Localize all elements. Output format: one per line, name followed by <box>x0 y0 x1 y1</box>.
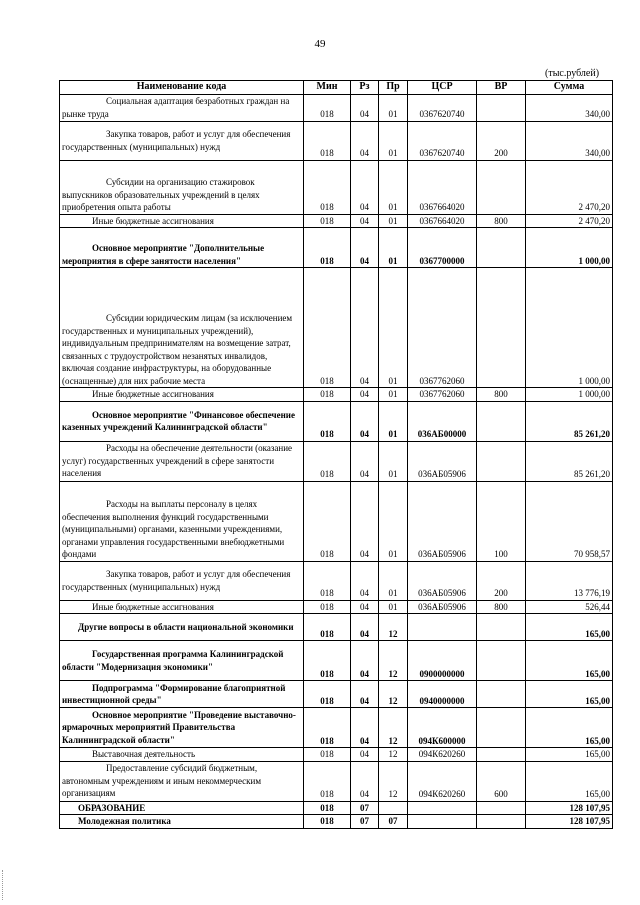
table-row <box>60 815 613 829</box>
row-vr: 200 <box>477 121 526 160</box>
row-vr <box>477 401 526 441</box>
row-name: Подпрограмма "Формирование благоприятной инвестиционной среды" <box>60 681 304 708</box>
row-name: Расходы на выплаты персоналу в целях обеспечения выполнения функций государственными (муниципальными) органами, казенными учреждениями, органами управления государственными внебюджетными фондами <box>60 481 304 561</box>
row-name: Предоставление субсидий бюджетным, автономным учреждениям и иным некоммерческим организациям <box>60 761 304 801</box>
table-row <box>60 641 613 681</box>
row-sum: 165,00 <box>526 614 613 641</box>
row-vr: 600 <box>477 761 526 801</box>
row-pr: 12 <box>379 614 408 641</box>
row-rz: 04 <box>351 121 379 160</box>
row-name: Выставочная деятельность <box>60 748 304 762</box>
row-pr: 01 <box>379 401 408 441</box>
row-vr <box>477 160 526 214</box>
row-pr: 01 <box>379 561 408 600</box>
table-row <box>60 268 613 388</box>
row-sum: 165,00 <box>526 708 613 748</box>
header-min: Мин <box>304 81 351 95</box>
row-vr <box>477 708 526 748</box>
table-row <box>60 214 613 228</box>
row-vr: 800 <box>477 388 526 402</box>
row-rz: 04 <box>351 401 379 441</box>
row-csr: 0900000000 <box>408 641 477 681</box>
row-pr <box>379 801 408 815</box>
row-csr: 036АБ00000 <box>408 401 477 441</box>
row-csr: 094К600000 <box>408 708 477 748</box>
table-row <box>60 121 613 160</box>
row-name: Основное мероприятие "Финансовое обеспечение казенных учреждений Калининградской области" <box>60 401 304 441</box>
row-sum: 128 107,95 <box>526 815 613 829</box>
row-rz: 04 <box>351 561 379 600</box>
row-vr <box>477 228 526 268</box>
row-min: 018 <box>304 214 351 228</box>
row-min: 018 <box>304 441 351 481</box>
row-vr <box>477 614 526 641</box>
row-csr: 094К620260 <box>408 761 477 801</box>
row-pr: 12 <box>379 708 408 748</box>
row-name: Другие вопросы в области национальной экономики <box>60 614 304 641</box>
header-rz: Рз <box>351 81 379 95</box>
row-sum: 526,44 <box>526 600 613 614</box>
row-pr: 07 <box>379 815 408 829</box>
row-sum: 165,00 <box>526 681 613 708</box>
table-row <box>60 388 613 402</box>
header-csr: ЦСР <box>408 81 477 95</box>
row-csr <box>408 815 477 829</box>
header-name: Наименование кода <box>60 81 304 95</box>
row-min: 018 <box>304 801 351 815</box>
row-rz: 04 <box>351 214 379 228</box>
row-name: Иные бюджетные ассигнования <box>60 388 304 402</box>
row-rz: 04 <box>351 268 379 388</box>
row-csr: 0367762060 <box>408 388 477 402</box>
row-sum: 1 000,00 <box>526 228 613 268</box>
budget-table <box>59 80 613 829</box>
row-name: ОБРАЗОВАНИЕ <box>60 801 304 815</box>
table-row <box>60 228 613 268</box>
row-sum: 340,00 <box>526 121 613 160</box>
row-sum: 2 470,20 <box>526 214 613 228</box>
row-name: Субсидии юридическим лицам (за исключением государственных и муниципальных учреждений), индивидуальным предпринимателям на возмещение затрат, связанных с трудоустройством незанятых инвалидов, включая создание инфраструктуры, на оборудованные (оснащенные) для них рабочие места <box>60 268 304 388</box>
row-name: Социальная адаптация безработных граждан на рынке труда <box>60 94 304 121</box>
row-vr <box>477 681 526 708</box>
row-rz: 04 <box>351 388 379 402</box>
table-row <box>60 401 613 441</box>
row-name: Иные бюджетные ассигнования <box>60 214 304 228</box>
table-row <box>60 94 613 121</box>
row-rz: 04 <box>351 600 379 614</box>
row-csr: 036АБ05906 <box>408 600 477 614</box>
row-sum: 165,00 <box>526 761 613 801</box>
row-min: 018 <box>304 600 351 614</box>
row-min: 018 <box>304 160 351 214</box>
row-pr: 01 <box>379 228 408 268</box>
row-rz: 04 <box>351 748 379 762</box>
row-min: 018 <box>304 228 351 268</box>
row-min: 018 <box>304 94 351 121</box>
row-rz: 04 <box>351 481 379 561</box>
row-vr <box>477 748 526 762</box>
row-rz: 07 <box>351 801 379 815</box>
row-min: 018 <box>304 708 351 748</box>
row-sum: 165,00 <box>526 641 613 681</box>
row-sum: 13 776,19 <box>526 561 613 600</box>
row-vr: 800 <box>477 600 526 614</box>
row-min: 018 <box>304 815 351 829</box>
row-rz: 04 <box>351 614 379 641</box>
row-sum: 2 470,20 <box>526 160 613 214</box>
row-rz: 04 <box>351 708 379 748</box>
row-min: 018 <box>304 401 351 441</box>
row-pr: 12 <box>379 761 408 801</box>
row-name: Расходы на обеспечение деятельности (оказание услуг) государственных учреждений в сфере занятости населения <box>60 441 304 481</box>
row-vr: 100 <box>477 481 526 561</box>
row-csr: 0367620740 <box>408 121 477 160</box>
row-pr: 01 <box>379 481 408 561</box>
table-row <box>60 614 613 641</box>
header-vr: ВР <box>477 81 526 95</box>
row-name: Субсидии на организацию стажировок выпускников образовательных учреждений в целях приобретения опыта работы <box>60 160 304 214</box>
row-min: 018 <box>304 614 351 641</box>
table-row <box>60 681 613 708</box>
table-row <box>60 481 613 561</box>
row-vr <box>477 815 526 829</box>
row-min: 018 <box>304 561 351 600</box>
row-vr <box>477 801 526 815</box>
table-row <box>60 441 613 481</box>
row-name: Молодежная политика <box>60 815 304 829</box>
row-sum: 85 261,20 <box>526 441 613 481</box>
row-name: Закупка товаров, работ и услуг для обеспечения государственных (муниципальных) нужд <box>60 561 304 600</box>
table-row <box>60 748 613 762</box>
row-pr: 12 <box>379 681 408 708</box>
row-name: Основное мероприятие "Проведение выставочно-ярмарочных мероприятий Правительства Калининградской области" <box>60 708 304 748</box>
header-sum: Сумма <box>526 81 613 95</box>
row-csr: 0367664020 <box>408 214 477 228</box>
row-pr: 01 <box>379 600 408 614</box>
row-pr: 01 <box>379 121 408 160</box>
row-sum: 1 000,00 <box>526 268 613 388</box>
table-row <box>60 801 613 815</box>
row-rz: 04 <box>351 228 379 268</box>
table-row <box>60 561 613 600</box>
row-rz: 04 <box>351 160 379 214</box>
row-rz: 04 <box>351 761 379 801</box>
row-min: 018 <box>304 268 351 388</box>
row-sum: 128 107,95 <box>526 801 613 815</box>
row-sum: 70 958,57 <box>526 481 613 561</box>
table-row <box>60 708 613 748</box>
row-min: 018 <box>304 481 351 561</box>
row-csr: 036АБ05906 <box>408 441 477 481</box>
row-pr: 01 <box>379 268 408 388</box>
row-pr: 01 <box>379 94 408 121</box>
row-pr: 01 <box>379 388 408 402</box>
row-pr: 12 <box>379 641 408 681</box>
row-min: 018 <box>304 761 351 801</box>
row-sum: 85 261,20 <box>526 401 613 441</box>
row-csr <box>408 801 477 815</box>
row-sum: 165,00 <box>526 748 613 762</box>
row-name: Закупка товаров, работ и услуг для обеспечения государственных (муниципальных) нужд <box>60 121 304 160</box>
row-pr: 12 <box>379 748 408 762</box>
row-rz: 04 <box>351 681 379 708</box>
scan-edge-marks <box>2 870 5 900</box>
row-pr: 01 <box>379 214 408 228</box>
row-rz: 04 <box>351 94 379 121</box>
table-row <box>60 600 613 614</box>
row-vr: 200 <box>477 561 526 600</box>
row-csr: 0940000000 <box>408 681 477 708</box>
row-vr: 800 <box>477 214 526 228</box>
row-name: Основное мероприятие "Дополнительные мероприятия в сфере занятости населения" <box>60 228 304 268</box>
table-row <box>60 160 613 214</box>
row-rz: 04 <box>351 441 379 481</box>
units-label: (тыс.рублей) <box>545 68 600 79</box>
row-vr <box>477 268 526 388</box>
row-vr <box>477 641 526 681</box>
row-csr: 0367664020 <box>408 160 477 214</box>
row-min: 018 <box>304 388 351 402</box>
row-min: 018 <box>304 121 351 160</box>
row-sum: 1 000,00 <box>526 388 613 402</box>
header-pr: Пр <box>379 81 408 95</box>
row-min: 018 <box>304 641 351 681</box>
row-rz: 04 <box>351 641 379 681</box>
row-csr: 094К620260 <box>408 748 477 762</box>
table-header-row <box>60 81 613 95</box>
row-csr: 036АБ05906 <box>408 481 477 561</box>
row-csr <box>408 614 477 641</box>
row-pr: 01 <box>379 160 408 214</box>
table-row <box>60 761 613 801</box>
row-vr <box>477 94 526 121</box>
row-min: 018 <box>304 681 351 708</box>
row-name: Государственная программа Калининградской области "Модернизация экономики" <box>60 641 304 681</box>
row-csr: 0367762060 <box>408 268 477 388</box>
row-csr: 036АБ05906 <box>408 561 477 600</box>
row-vr <box>477 441 526 481</box>
row-name: Иные бюджетные ассигнования <box>60 600 304 614</box>
page-number: 49 <box>314 38 326 50</box>
row-rz: 07 <box>351 815 379 829</box>
row-min: 018 <box>304 748 351 762</box>
row-csr: 0367620740 <box>408 94 477 121</box>
row-pr: 01 <box>379 441 408 481</box>
row-csr: 0367700000 <box>408 228 477 268</box>
row-sum: 340,00 <box>526 94 613 121</box>
